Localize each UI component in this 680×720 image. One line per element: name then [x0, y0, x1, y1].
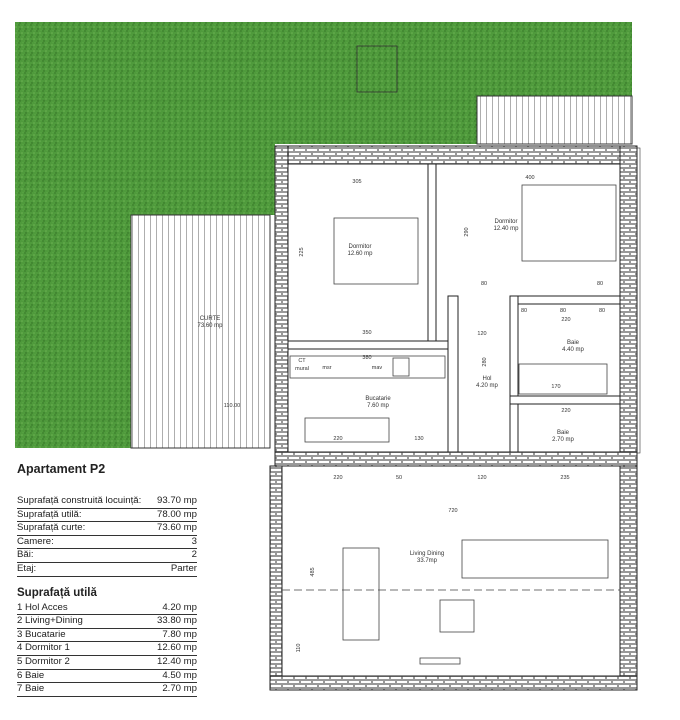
room-hol-area: 4.20 mp: [476, 383, 498, 389]
sofa: [462, 540, 608, 578]
summary-value: Parter: [170, 562, 197, 574]
useful-area-row: [17, 656, 197, 670]
room-label: 1 Hol Acces: [17, 601, 68, 613]
summary-value: 78.00 mp: [156, 508, 197, 520]
summary-value: 93.70 mp: [156, 495, 197, 506]
fixture-mav: mav: [371, 365, 383, 371]
room-area: 2.70 mp: [162, 683, 197, 695]
room-dormitor2-name: Dormitor: [494, 219, 518, 225]
wall-right: [620, 146, 637, 452]
bathtub: [519, 364, 607, 394]
room-dormitor1-name: Dormitor: [348, 244, 372, 250]
room-area: 12.60 mp: [156, 642, 197, 654]
dim-80d: 80: [598, 308, 606, 314]
dim-220b: 220: [561, 408, 571, 414]
wall-interior-2: [288, 341, 448, 349]
useful-area-title: Suprafață utilă: [17, 586, 97, 599]
fixture-msr: msr: [322, 365, 332, 371]
room-bucatarie-area: 7.60 mp: [367, 403, 389, 409]
wall-mid: [275, 452, 637, 466]
dim-220a: 220: [561, 317, 571, 323]
summary-value: 3: [191, 535, 197, 547]
useful-area-row: [17, 683, 197, 697]
dim-120b: 120: [477, 475, 487, 481]
wall-living-right: [620, 466, 637, 690]
room-hol-name: Hol: [482, 376, 492, 382]
dim-305: 305: [352, 179, 362, 185]
wall-interior-3: [448, 296, 458, 452]
sink: [393, 358, 409, 376]
room-label: 5 Dormitor 2: [17, 655, 70, 667]
dim-170: 170: [551, 384, 561, 390]
dim-80c: 80: [559, 308, 567, 314]
room-area: 4.50 mp: [162, 669, 197, 681]
tv-unit: [420, 658, 460, 664]
dim-110: 110: [296, 643, 302, 653]
summary-row: [17, 522, 197, 536]
dim-80e: 80: [596, 281, 604, 287]
dim-720: 720: [448, 508, 458, 514]
wall-left: [275, 146, 288, 452]
dim-110-00: 110.00: [223, 403, 241, 409]
summary-value: 2: [191, 549, 197, 561]
summary-row: [17, 549, 197, 563]
summary-row: [17, 495, 197, 509]
useful-area-row: [17, 670, 197, 684]
useful-area-table: [17, 602, 197, 697]
dim-130: 130: [414, 436, 424, 442]
wall-interior-4: [510, 296, 620, 304]
dim-80a: 80: [480, 281, 488, 287]
dim-220d: 220: [333, 475, 343, 481]
room-baie2-name: Baie: [556, 430, 570, 436]
dim-80b: 80: [520, 308, 528, 314]
useful-area-row: [17, 602, 197, 616]
useful-area-row: [17, 629, 197, 643]
room-area: 33.80 mp: [156, 615, 197, 627]
dim-485: 485: [310, 567, 316, 577]
courtyard-deck: [131, 215, 270, 448]
kitchen-table: [305, 418, 389, 442]
dining-table: [343, 548, 379, 640]
fixture-ct: CT: [298, 358, 306, 364]
dim-220c: 220: [333, 436, 343, 442]
wall-living-left: [270, 466, 282, 690]
summary-value: 73.60 mp: [156, 522, 197, 534]
summary-label: Băi:: [17, 549, 34, 561]
useful-area-row: [17, 615, 197, 629]
dim-400: 400: [525, 175, 535, 181]
wall-interior-5: [510, 296, 518, 452]
summary-table: [17, 495, 197, 577]
dim-380: 380: [362, 355, 372, 361]
room-label: 4 Dormitor 1: [17, 642, 70, 654]
bed-2: [522, 185, 616, 261]
room-area: 7.80 mp: [162, 628, 197, 640]
dim-235: 235: [560, 475, 570, 481]
wall-bottom: [270, 676, 637, 690]
room-bucatarie-name: Bucatarie: [365, 396, 391, 402]
room-living-area: 33.7mp: [416, 558, 438, 564]
summary-label: Suprafață curte:: [17, 522, 86, 534]
dim-50: 50: [395, 475, 403, 481]
room-dormitor1-area: 12.60 mp: [347, 251, 373, 257]
summary-label: Etaj:: [17, 562, 37, 574]
room-baie1-area: 4.40 mp: [562, 347, 584, 353]
summary-row: [17, 563, 197, 577]
room-baie1-name: Baie: [566, 340, 580, 346]
dim-225: 225: [299, 247, 305, 257]
room-label: 7 Baie: [17, 683, 45, 695]
summary-label: Suprafață construită locuință:: [17, 495, 142, 506]
rear-deck: [477, 96, 632, 144]
dim-290: 290: [464, 227, 470, 237]
fixture-mural: mural: [295, 366, 309, 372]
wall-interior-1: [428, 164, 436, 344]
apartment-title: Apartament P2: [17, 462, 106, 476]
wall-interior-6: [510, 396, 620, 404]
room-curte-name: CURTE: [199, 316, 221, 322]
room-baie2-area: 2.70 mp: [552, 437, 574, 443]
apartment-legend: [17, 462, 197, 697]
coffee-table: [440, 600, 474, 632]
room-area: 12.40 mp: [156, 655, 197, 667]
summary-label: Suprafață utilă:: [17, 508, 82, 520]
summary-row: [17, 536, 197, 550]
summary-label: Camere:: [17, 535, 54, 547]
room-label: 2 Living+Dining: [17, 615, 83, 627]
room-area: 4.20 mp: [162, 601, 197, 613]
grass-area: [15, 22, 632, 448]
room-label: 3 Bucatarie: [17, 628, 66, 640]
dim-350: 350: [362, 330, 372, 336]
room-label: 6 Baie: [17, 669, 45, 681]
room-living-name: Living Dining: [409, 551, 445, 557]
dim-120a: 120: [477, 331, 487, 337]
room-dormitor2-area: 12.40 mp: [493, 226, 519, 232]
wall-top: [275, 146, 637, 164]
room-curte-area: 73.60 mp: [197, 323, 223, 329]
summary-row: [17, 509, 197, 523]
useful-area-row: [17, 642, 197, 656]
dim-280: 280: [482, 357, 488, 367]
